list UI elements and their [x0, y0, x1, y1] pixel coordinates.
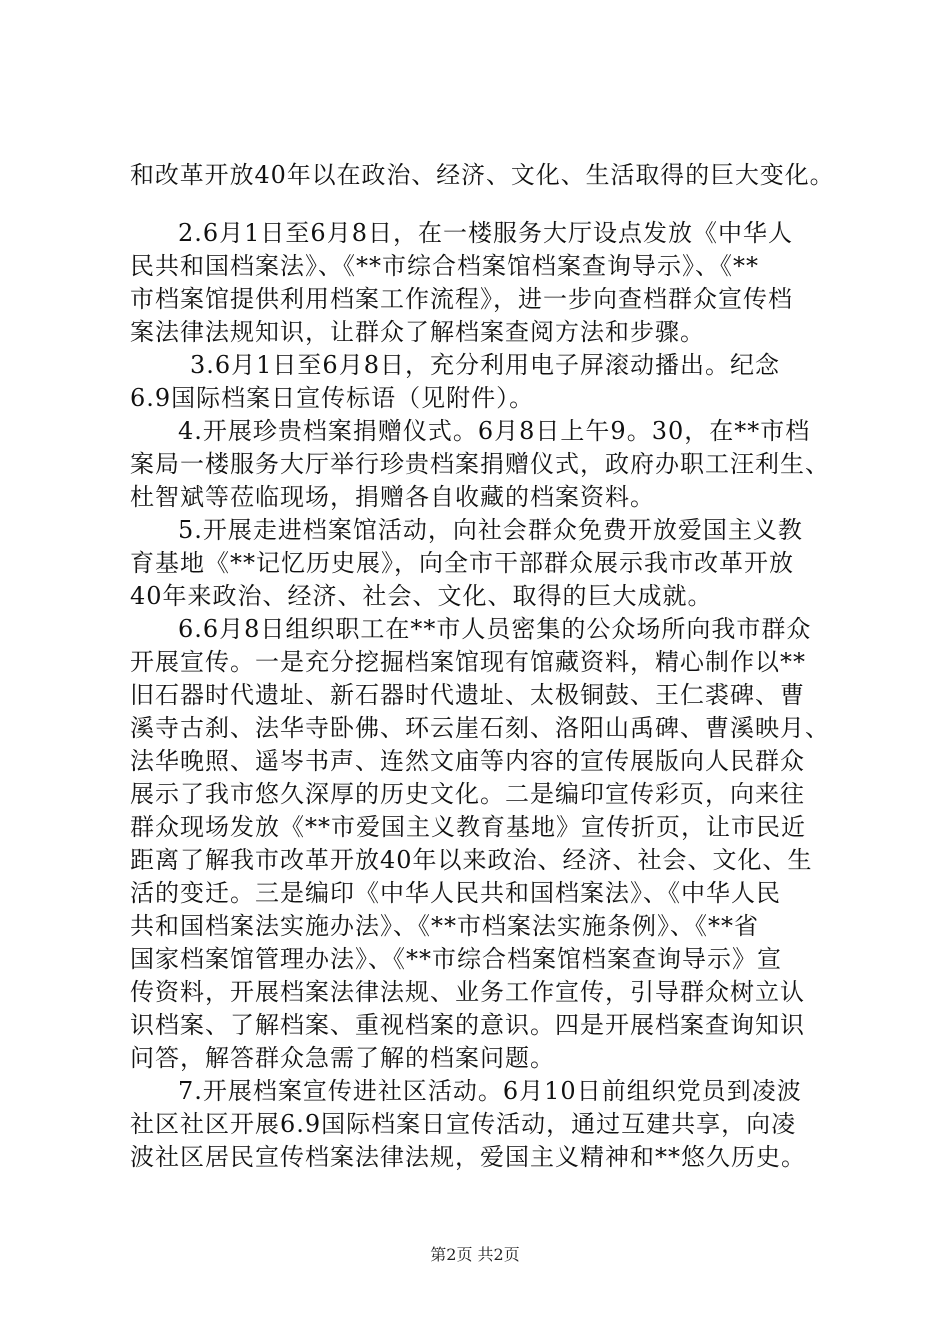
text-line: 和改革开放40年以在政治、经济、文化、生活取得的巨大变化。 [130, 161, 835, 189]
text-line: 杜智斌等莅临现场，捐赠各自收藏的档案资料。 [130, 483, 655, 511]
text-line: 群众现场发放《**市爱国主义教育基地》宣传折页，让市民近 [130, 813, 806, 841]
text-line: 民共和国档案法》、《**市综合档案馆档案查询导示》、《** [130, 252, 759, 280]
text-line: 育基地《**记忆历史展》，向全市干部群众展示我市改革开放 [130, 549, 794, 577]
text-line: 识档案、了解档案、重视档案的意识。四是开展档案查询知识 [130, 1011, 805, 1039]
text-line: 5.开展走进档案馆活动，向社会群众免费开放爱国主义教 [178, 516, 803, 544]
text-line: 开展宣传。一是充分挖掘档案馆现有馆藏资料，精心制作以** [130, 648, 806, 676]
text-line: 传资料，开展档案法律法规、业务工作宣传，引导群众树立认 [130, 978, 805, 1006]
text-line: 2.6月1日至6月8日，在一楼服务大厅设点发放《中华人 [178, 219, 793, 247]
text-line: 案局一楼服务大厅举行珍贵档案捐赠仪式，政府办职工汪利生、 [130, 450, 830, 478]
page-footer: 第2页 共2页 [430, 1245, 520, 1264]
text-line: 展示了我市悠久深厚的历史文化。二是编印宣传彩页，向来往 [130, 780, 805, 808]
text-line: 溪寺古刹、法华寺卧佛、环云崖石刻、洛阳山禹碑、曹溪映月、 [130, 714, 830, 742]
text-line: 4.开展珍贵档案捐赠仪式。6月8日上午9。30，在**市档 [178, 417, 811, 445]
text-line: 6.6月8日组织职工在**市人员密集的公众场所向我市群众 [178, 615, 812, 643]
text-line: 活的变迁。三是编印《中华人民共和国档案法》、《中华人民 [130, 879, 781, 907]
text-line: 国家档案馆管理办法》、《**市综合档案馆档案查询导示》宣 [130, 945, 782, 973]
text-line: 7.开展档案宣传进社区活动。6月10日前组织党员到凌波 [178, 1077, 802, 1105]
text-line: 距离了解我市改革开放40年以来政治、经济、社会、文化、生 [130, 846, 813, 874]
text-line: 旧石器时代遗址、新石器时代遗址、太极铜鼓、王仁裘碑、曹 [130, 681, 805, 709]
text-line: 40年来政治、经济、社会、文化、取得的巨大成就。 [130, 582, 713, 610]
text-line: 社区社区开展6.9国际档案日宣传活动，通过互建共享，向凌 [130, 1110, 797, 1138]
text-line: 法华晚照、遥岑书声、连然文庙等内容的宣传展版向人民群众 [130, 747, 805, 775]
text-line: 问答，解答群众急需了解的档案问题。 [130, 1044, 555, 1072]
text-line: 案法律法规知识，让群众了解档案查阅方法和步骤。 [130, 318, 705, 346]
text-line: 波社区居民宣传档案法律法规，爱国主义精神和**悠久历史。 [130, 1143, 806, 1171]
text-line: 3.6月1日至6月8日，充分利用电子屏滚动播出。纪念 [190, 351, 780, 379]
text-line: 共和国档案法实施办法》、《**市档案法实施条例》、《**省 [130, 912, 759, 940]
text-line: 市档案馆提供利用档案工作流程》，进一步向查档群众宣传档 [130, 285, 793, 313]
text-line: 6.9国际档案日宣传标语（见附件）。 [130, 384, 535, 412]
